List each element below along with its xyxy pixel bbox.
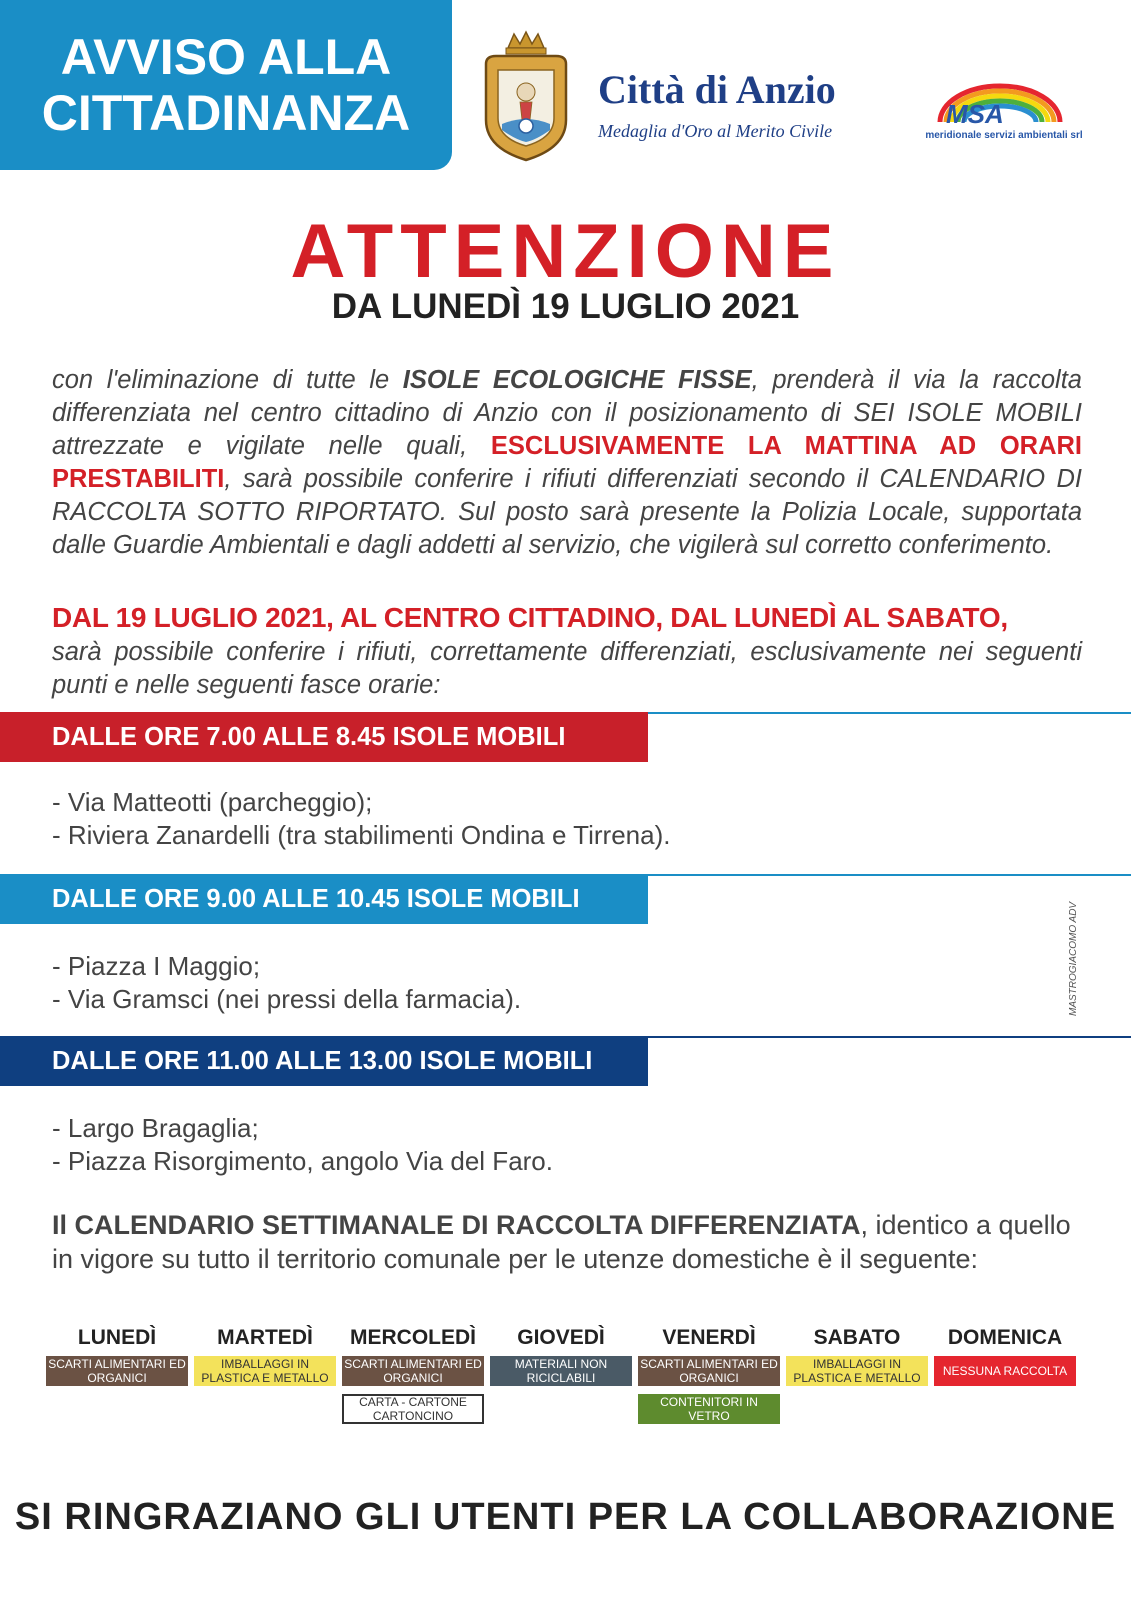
day-tuesday: [194, 1326, 336, 1394]
second-heading: DAL 19 LUGLIO 2021, AL CENTRO CITTADINO, DAL LUNEDÌ AL SABATO,: [52, 602, 1008, 633]
collection-tag: CARTA - CARTONE CARTONCINO: [342, 1394, 484, 1424]
day-name: GIOVEDÌ: [517, 1326, 605, 1349]
list-item: - Piazza I Maggio;: [52, 951, 261, 981]
calendar-intro: [52, 1208, 1082, 1276]
notice-banner: [0, 0, 452, 170]
start-date: DA LUNEDÌ 19 LUGLIO 2021: [331, 287, 800, 326]
day-name: DOMENICA: [947, 1326, 1063, 1349]
day-name: VENERDÌ: [662, 1326, 756, 1349]
list-item: - Piazza Risorgimento, angolo Via del Faro.: [52, 1146, 553, 1176]
slot-2-list: [52, 950, 521, 1016]
banner-line-1: AVVISO ALLA: [60, 29, 392, 85]
day-thursday: [490, 1326, 632, 1394]
intro-text-1: con l'eliminazione di tutte le: [52, 366, 403, 394]
slot-1-header: DALLE ORE 7.00 ALLE 8.45 ISOLE MOBILI: [0, 712, 648, 762]
list-item: - Largo Bragaglia;: [52, 1113, 259, 1143]
thanks-message: SI RINGRAZIANO GLI UTENTI PER LA COLLABORAZIONE: [14, 1496, 1117, 1538]
collection-tag: NESSUNA RACCOLTA: [934, 1356, 1076, 1386]
slot-3-list: [52, 1112, 553, 1178]
intro-paragraph: [52, 364, 1082, 562]
city-subtitle: Medaglia d'Oro al Merito Civile: [598, 121, 833, 141]
slot-1-list: [52, 786, 670, 852]
day-sunday: [934, 1326, 1076, 1394]
second-paragraph: sarà possibile conferire i rifiuti, correttamente differenziati, esclusivamente nei seguenti punti e nelle seguenti fasce orarie:: [52, 638, 1082, 699]
intro-bold: ISOLE ECOLOGICHE FISSE: [402, 366, 752, 394]
day-friday: [638, 1326, 780, 1432]
day-name: LUNEDÌ: [77, 1326, 157, 1349]
day-wednesday: [342, 1326, 484, 1432]
intro-text-2: , prenderà il via la raccolta differenziata nel centro cittadino di Anzio con il posizionamento di SEI ISOLE MOBILI attrezzate e vigilate nelle quali,: [52, 366, 1082, 460]
list-item: - Riviera Zanardelli (tra stabilimenti Ondina e Tirrena).: [52, 820, 671, 850]
intro-highlight: ESCLUSIVAMENTE LA MATTINA AD ORARI PRESTABILITI: [52, 432, 1083, 493]
calendar-intro-bold: Il CALENDARIO SETTIMANALE DI RACCOLTA DIFFERENZIATA: [52, 1210, 861, 1240]
msa-company-name: meridionale servizi ambientali srl: [925, 130, 1083, 141]
slot-2-header: DALLE ORE 9.00 ALLE 10.45 ISOLE MOBILI: [0, 874, 648, 924]
day-saturday: [786, 1326, 928, 1394]
msa-logo: MSA: [946, 99, 1004, 129]
city-crest-icon: [476, 30, 576, 164]
collection-tag: SCARTI ALIMENTARI ED ORGANICI: [638, 1356, 780, 1386]
banner-line-2: CITTADINANZA: [41, 85, 411, 141]
collection-tag: CONTENITORI IN VETRO: [638, 1394, 780, 1424]
collection-tag: IMBALLAGGI IN PLASTICA E METALLO: [194, 1356, 336, 1386]
calendar-intro-rest: , identico a quello in vigore su tutto il territorio comunale per le utenze domestiche è il seguente:: [52, 1210, 1071, 1274]
agency-credit: MASTROGIACOMO ADV: [1068, 901, 1079, 1016]
day-name: MARTEDÌ: [217, 1326, 313, 1349]
headline: ATTENZIONE: [290, 209, 841, 294]
day-name: SABATO: [813, 1326, 901, 1349]
day-monday: [46, 1326, 188, 1394]
collection-tag: IMBALLAGGI IN PLASTICA E METALLO: [786, 1356, 928, 1386]
collection-tag: SCARTI ALIMENTARI ED ORGANICI: [342, 1356, 484, 1386]
city-name: Città di Anzio: [598, 67, 836, 112]
collection-tag: SCARTI ALIMENTARI ED ORGANICI: [46, 1356, 188, 1386]
list-item: - Via Matteotti (parcheggio);: [52, 787, 373, 817]
list-item: - Via Gramsci (nei pressi della farmacia).: [52, 984, 522, 1014]
intro-text-3: , sarà possibile conferire i rifiuti differenziati secondo il CALENDARIO DI RACCOLTA SOTTO RIPORTATO. Sul posto sarà presente la Polizia Locale, supportata dalle Guardie Ambientali e dagli addetti al servizio, che vigilerà sul corretto conferimento.: [52, 465, 1082, 559]
day-name: MERCOLEDÌ: [350, 1326, 476, 1349]
collection-tag: MATERIALI NON RICICLABILI: [490, 1356, 632, 1386]
slot-3-header: DALLE ORE 11.00 ALLE 13.00 ISOLE MOBILI: [0, 1036, 648, 1086]
